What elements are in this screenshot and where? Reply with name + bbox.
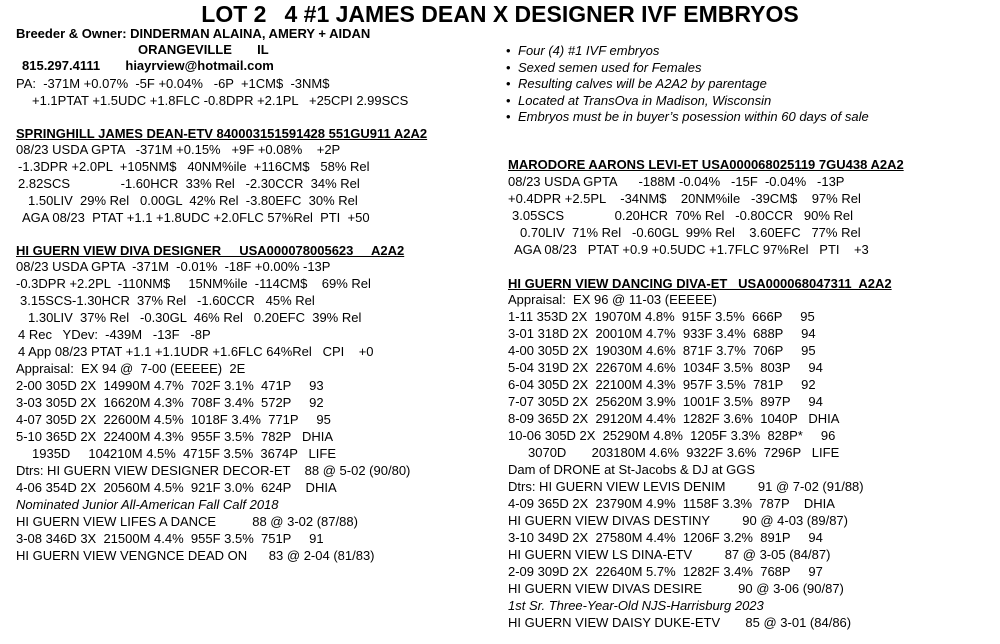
dtrs-line-2: 4-06 354D 2X 20560M 4.5% 921F 3.0% 624P DHIA xyxy=(16,480,337,495)
lot-note: • Located at TransOva in Madison, Wisconsin xyxy=(506,93,869,110)
lot-note: • Resulting calves will be A2A2 by parentage xyxy=(506,76,869,93)
lot-headline: 4 #1 JAMES DEAN X DESIGNER IVF EMBRYOS xyxy=(284,1,799,27)
dtrs-award: Nominated Junior All-American Fall Calf 2018 xyxy=(16,497,279,512)
gd-dtrs-line-3: HI GUERN VIEW DIVAS DESTINY 90 @ 4-03 (89/87) xyxy=(508,513,848,528)
dtrs-line-4: 3-08 346D 3X 21500M 4.4% 955F 3.5% 751P 91 xyxy=(16,531,324,546)
granddam-record-8: 10-06 305D 2X 25290M 4.8% 1205F 3.3% 828P* 96 xyxy=(508,428,836,443)
granddam-record-2: 3-01 318D 2X 20010M 4.7% 933F 3.4% 688P 94 xyxy=(508,326,816,341)
dam-record-2: 3-03 305D 2X 16620M 4.3% 708F 3.4% 572P 92 xyxy=(16,395,324,410)
dtrs-line-5: HI GUERN VIEW VENGNCE DEAD ON 83 @ 2-04 (81/83) xyxy=(16,548,375,563)
pa-line-1: PA: -371M +0.07% -5F +0.04% -6P +1CM$ -3NM$ xyxy=(16,76,330,91)
breeder-location: ORANGEVILLE IL xyxy=(138,42,269,57)
granddam-lifetime: 3070D 203180M 4.6% 9322F 3.6% 7296P LIFE xyxy=(528,445,840,460)
breeder-contact: 815.297.4111 hiayrview@hotmail.com xyxy=(22,58,274,73)
gd-dtrs-line-6: 2-09 309D 2X 22640M 5.7% 1282F 3.4% 768P 97 xyxy=(508,564,823,579)
mgs-line-5: AGA 08/23 PTAT +0.9 +0.5UDC +1.7FLC 97%Rel PTI +3 xyxy=(514,242,869,257)
dtrs-line-3: HI GUERN VIEW LIFES A DANCE 88 @ 3-02 (87/88) xyxy=(16,514,358,529)
dam-appraisal: Appraisal: EX 94 @ 7-00 (EEEEE) 2E xyxy=(16,361,246,376)
granddam-record-7: 8-09 365D 2X 29120M 4.4% 1282F 3.6% 1040P DHIA xyxy=(508,411,840,426)
sire-line-5: AGA 08/23 PTAT +1.1 +1.8UDC +2.0FLC 57%Rel PTI +50 xyxy=(22,210,370,225)
lot-note: • Four (4) #1 IVF embryos xyxy=(506,43,869,60)
granddam-record-5: 6-04 305D 2X 22100M 4.3% 957F 3.5% 781P 92 xyxy=(508,377,816,392)
lot-number: LOT 2 xyxy=(201,1,267,27)
granddam-record-3: 4-00 305D 2X 19030M 4.6% 871F 3.7% 706P 95 xyxy=(508,343,816,358)
granddam-note: Dam of DRONE at St-Jacobs & DJ at GGS xyxy=(508,462,756,477)
dam-line-2: -0.3DPR +2.2PL -110NM$ 15NM%ile -114CM$ 69% Rel xyxy=(16,276,371,291)
granddam-appraisal: Appraisal: EX 96 @ 11-03 (EEEEE) xyxy=(508,292,717,307)
pa-line-2: +1.1PTAT +1.5UDC +1.8FLC -0.8DPR +2.1PL +25CPI 2.99SCS xyxy=(32,93,409,108)
gd-dtrs-line-8: HI GUERN VIEW DAISY DUKE-ETV 85 @ 3-01 (84/86) xyxy=(508,615,852,630)
mgs-line-3: 3.05SCS 0.20HCR 70% Rel -0.80CCR 90% Rel xyxy=(512,208,854,223)
gd-dtrs-line-4: 3-10 349D 2X 27580M 4.4% 1206F 3.2% 891P 94 xyxy=(508,530,823,545)
dam-record-3: 4-07 305D 2X 22600M 4.5% 1018F 3.4% 771P 95 xyxy=(16,412,331,427)
dam-line-1: 08/23 USDA GPTA -371M -0.01% -18F +0.00% -13P xyxy=(16,259,331,274)
mgs-header: MARODORE AARONS LEVI-ET USA000068025119 7GU438 A2A2 xyxy=(508,157,904,172)
lot-title xyxy=(0,1,1000,27)
gd-dtrs-line-1: Dtrs: HI GUERN VIEW LEVIS DENIM 91 @ 7-02 (91/88) xyxy=(508,479,864,494)
sire-header: SPRINGHILL JAMES DEAN-ETV 840003151591428 551GU911 A2A2 xyxy=(16,126,428,141)
gd-dtrs-line-5: HI GUERN VIEW LS DINA-ETV 87 @ 3-05 (84/87) xyxy=(508,547,831,562)
dam-line-4: 1.30LIV 37% Rel -0.30GL 46% Rel 0.20EFC 39% Rel xyxy=(28,310,362,325)
breeder-owner: Breeder & Owner: DINDERMAN ALAINA, AMERY + AIDAN xyxy=(16,26,371,41)
dam-line-5: 4 Rec YDev: -439M -13F -8P xyxy=(18,327,211,342)
dtrs-line-1: Dtrs: HI GUERN VIEW DESIGNER DECOR-ET 88 @ 5-02 (90/80) xyxy=(16,463,411,478)
sire-line-1: 08/23 USDA GPTA -371M +0.15% +9F +0.08% +2P xyxy=(16,142,341,157)
lot-notes xyxy=(506,43,869,126)
gd-dtrs-award: 1st Sr. Three-Year-Old NJS-Harrisburg 2023 xyxy=(508,598,764,613)
dam-record-1: 2-00 305D 2X 14990M 4.7% 702F 3.1% 471P 93 xyxy=(16,378,324,393)
granddam-record-4: 5-04 319D 2X 22670M 4.6% 1034F 3.5% 803P 94 xyxy=(508,360,823,375)
sire-line-2: -1.3DPR +2.0PL +105NM$ 40NM%ile +116CM$ 58% Rel xyxy=(18,159,370,174)
gd-dtrs-line-2: 4-09 365D 2X 23790M 4.9% 1158F 3.3% 787P DHIA xyxy=(508,496,835,511)
mgs-line-1: 08/23 USDA GPTA -188M -0.04% -15F -0.04% -13P xyxy=(508,174,845,189)
lot-note: • Embryos must be in buyer’s posession within 60 days of sale xyxy=(506,109,869,126)
dam-line-3: 3.15SCS-1.30HCR 37% Rel -1.60CCR 45% Rel xyxy=(20,293,315,308)
granddam-record-1: 1-11 353D 2X 19070M 4.8% 915F 3.5% 666P 95 xyxy=(508,309,815,324)
granddam-header: HI GUERN VIEW DANCING DIVA-ET USA000068047311 A2A2 xyxy=(508,276,892,291)
gd-dtrs-line-7: HI GUERN VIEW DIVAS DESIRE 90 @ 3-06 (90/87) xyxy=(508,581,844,596)
mgs-line-2: +0.4DPR +2.5PL -34NM$ 20NM%ile -39CM$ 97% Rel xyxy=(508,191,861,206)
dam-lifetime: 1935D 104210M 4.5% 4715F 3.5% 3674P LIFE xyxy=(32,446,337,461)
sire-line-3: 2.82SCS -1.60HCR 33% Rel -2.30CCR 34% Rel xyxy=(18,176,360,191)
dam-record-4: 5-10 365D 2X 22400M 4.3% 955F 3.5% 782P DHIA xyxy=(16,429,334,444)
mgs-line-4: 0.70LIV 71% Rel -0.60GL 99% Rel 3.60EFC 77% Rel xyxy=(520,225,861,240)
sire-line-4: 1.50LIV 29% Rel 0.00GL 42% Rel -3.80EFC 30% Rel xyxy=(28,193,358,208)
lot-note: • Sexed semen used for Females xyxy=(506,60,869,77)
dam-line-6: 4 App 08/23 PTAT +1.1 +1.1UDR +1.6FLC 64%Rel CPI +0 xyxy=(18,344,374,359)
granddam-record-6: 7-07 305D 2X 25620M 3.9% 1001F 3.5% 897P 94 xyxy=(508,394,823,409)
dam-header: HI GUERN VIEW DIVA DESIGNER USA000078005623 A2A2 xyxy=(16,243,405,258)
